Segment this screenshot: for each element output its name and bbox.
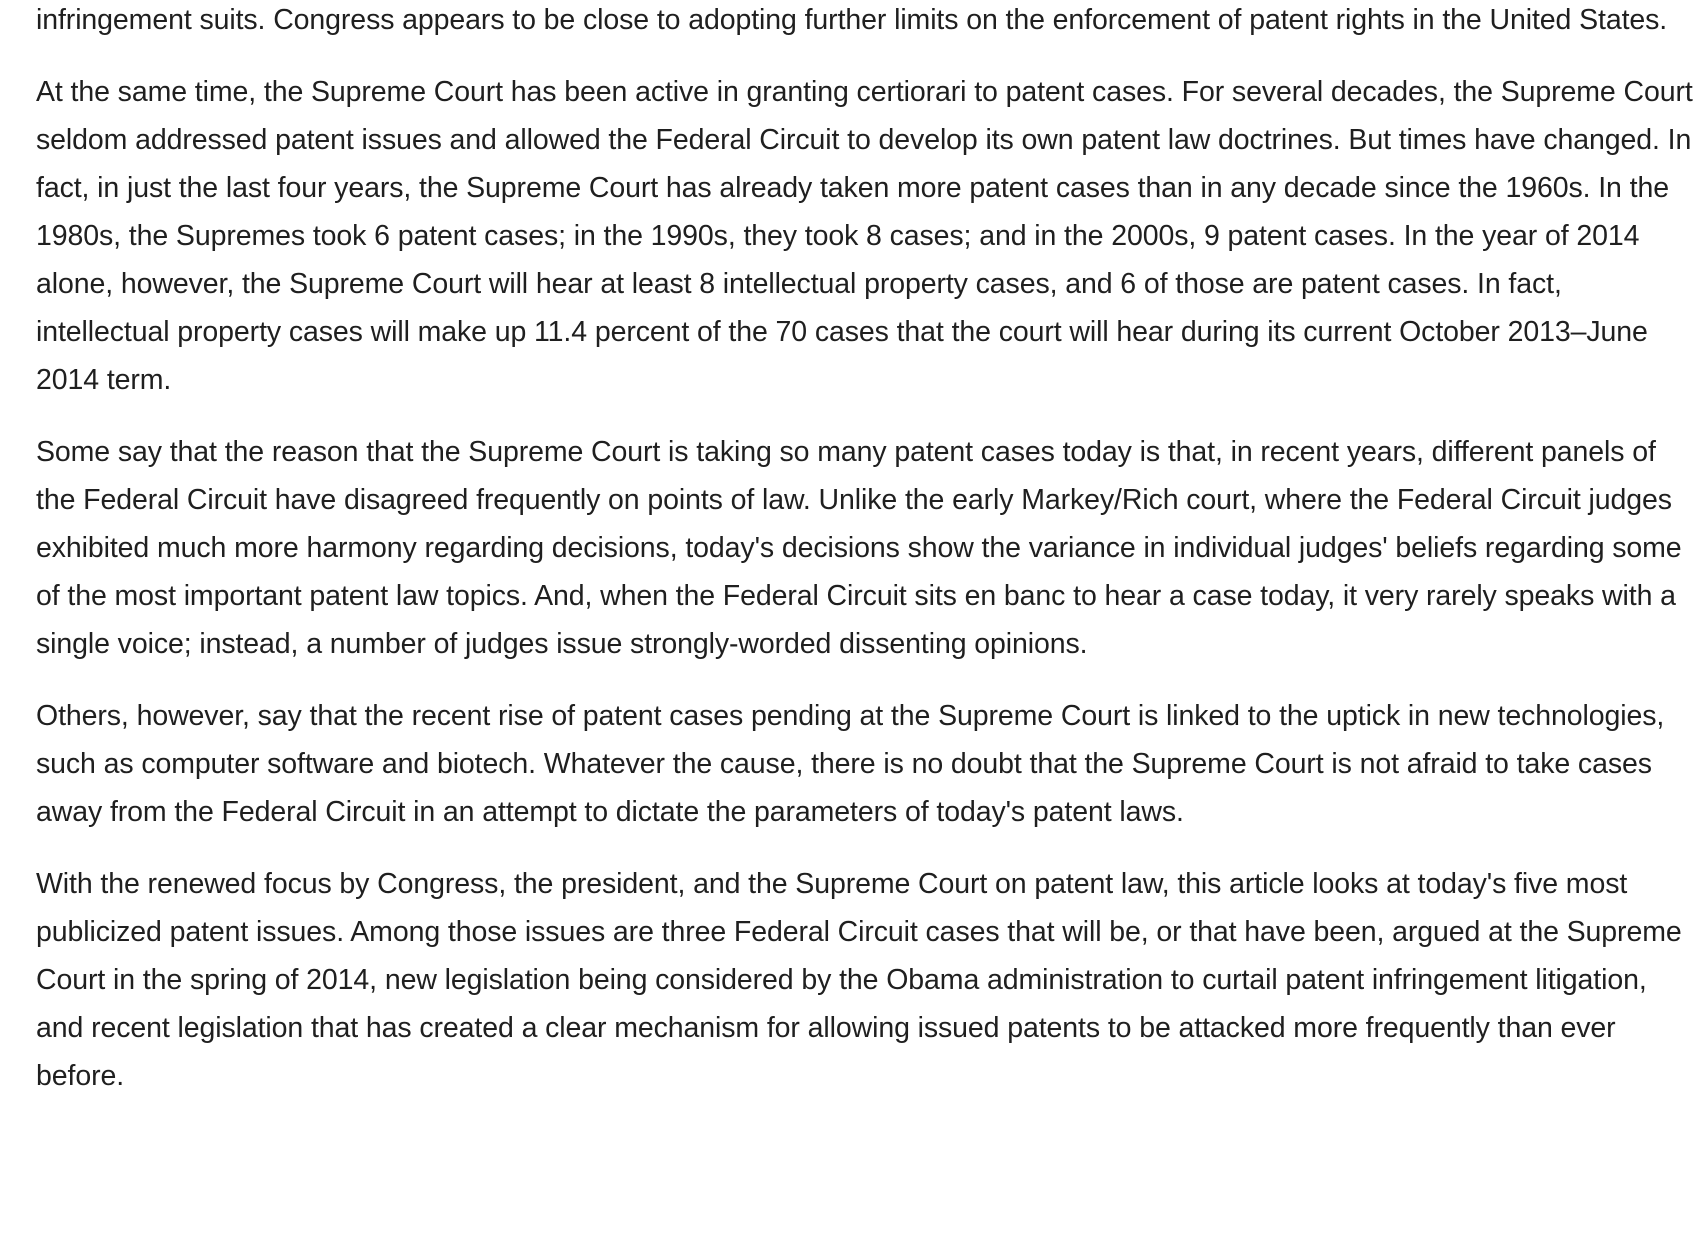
article-paragraph-2: At the same time, the Supreme Court has been active in granting certiorari to patent cases. For several decades, the Supreme Court seldom addressed patent issues and allowed the Federal Circuit to develop its own patent law doctrines. But times have changed. In fact, in just the last four years, the Supreme Court has already taken more patent cases than in any decade since the 1960s. In the 1980s, the Supremes took 6 patent cases; in the 1990s, they took 8 cases; and in the 2000s, 9 patent cases. In the year of 2014 alone, however, the Supreme Court will hear at least 8 intellectual property cases, and 6 of those are patent cases. In fact, intellectual property cases will make up 11.4 percent of the 70 cases that the court will hear during its current October 2013–June 2014 term.	[36, 76, 1693, 396]
article-paragraph-3: Some say that the reason that the Supreme Court is taking so many patent cases today is that, in recent years, different panels of the Federal Circuit have disagreed frequently on points of law. Unlike the early Markey/Rich court, where the Federal Circuit judges exhibited much more harmony regarding decisions, today's decisions show the variance in individual judges' beliefs regarding some of the most important patent law topics. And, when the Federal Circuit sits en banc to hear a case today, it very rarely speaks with a single voice; instead, a number of judges issue strongly-worded dissenting opinions.	[36, 436, 1682, 660]
article-paragraph-5: With the renewed focus by Congress, the president, and the Supreme Court on patent law, this article looks at today's five most publicized patent issues. Among those issues are three Federal Circuit cases that will be, or that have been, argued at the Supreme Court in the spring of 2014, new legislation being considered by the Obama administration to curtail patent infringement litigation, and recent legislation that has created a clear mechanism for allowing issued patents to be attacked more frequently than ever before.	[36, 868, 1682, 1092]
article-paragraph-4: Others, however, say that the recent rise of patent cases pending at the Supreme Court is linked to the uptick in new technologies, such as computer software and biotech. Whatever the cause, there is no doubt that the Supreme Court is not afraid to take cases away from the Federal Circuit in an attempt to dictate the parameters of today's patent laws.	[36, 700, 1665, 828]
article-paragraph-1: infringement suits. Congress appears to be close to adopting further limits on the enforcement of patent rights in the United States.	[36, 4, 1668, 36]
article-body	[36, 0, 1696, 1124]
